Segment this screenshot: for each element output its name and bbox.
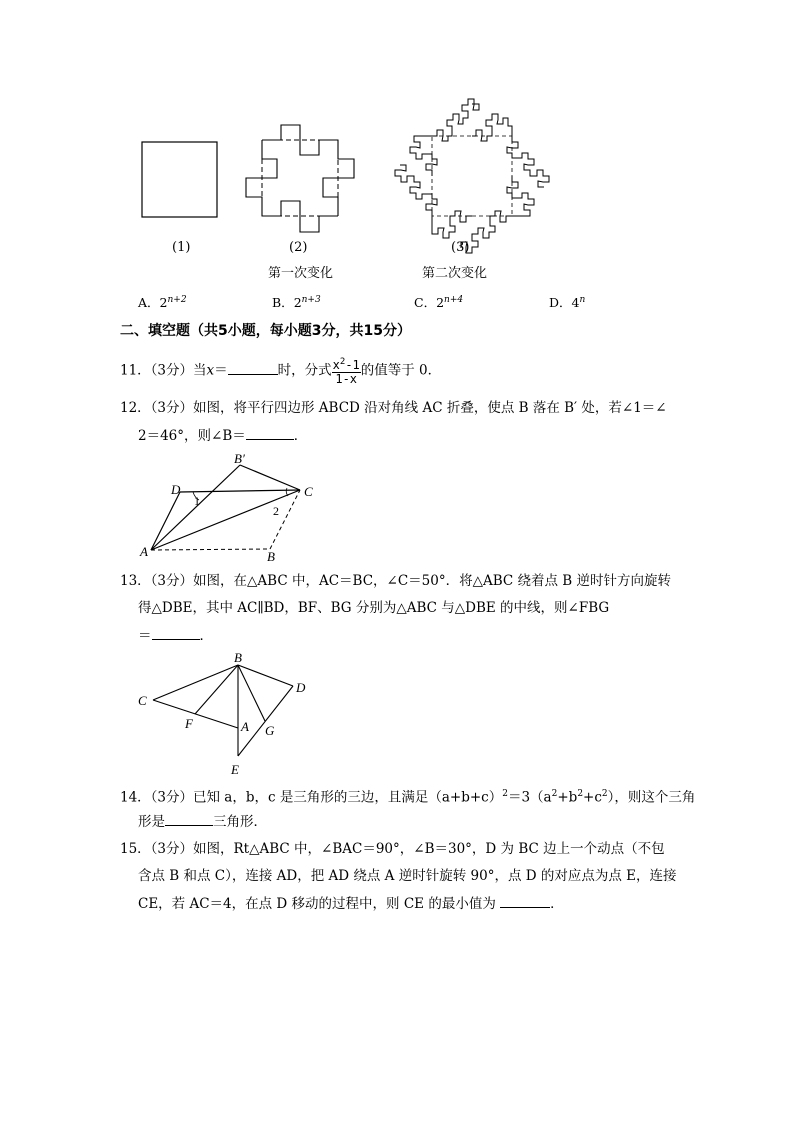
q13-label-C: C [138,693,147,708]
q12-line2: 2＝46°，则∠B＝ ． [138,425,307,446]
q13-label-G: G [265,723,275,738]
q11-fraction: $\frac{x^2-1}{1-x}$ [332,357,360,386]
q10-figure-1 [140,140,220,220]
q12-label-2: 2 [273,504,279,518]
q11-text: 11．（3分）当x＝ 时，分式 $\frac{x^2-1}{1-x}$ 的值等于 0． [120,357,442,386]
q13-label-F: F [185,716,193,731]
q10-option-b: B．$2^{n+3}$ [272,294,321,310]
q12-diagram [135,450,325,565]
q10-fig2-caption: (2) [289,240,308,255]
q13-line1: 13．（3分）如图，在△ABC 中，AC＝BC，∠C＝50°．将△ABC 绕着点 B 逆时针方向旋转 [120,573,672,589]
q15-line1: 15．（3分）如图，Rt△ABC 中，∠BAC＝90°，∠B＝30°，D 为 BC 边上一个动点（不包 [120,841,665,857]
q12-label-1: 1 [194,494,200,508]
q10-fig1-caption: (1) [172,240,191,255]
q10-figure-3 [392,96,552,256]
q15-line3: CE，若 AC＝4，在点 D 移动的过程中，则 CE 的最小值为 ． [138,893,564,914]
q11-answer-blank[interactable] [228,360,278,375]
q13-label-A: A [241,719,249,734]
q15-answer-blank[interactable] [500,893,550,908]
q13-line3: ＝ ． [138,625,213,646]
q10-fig3-caption: (3) [451,240,470,255]
q12-label-D: D [171,482,181,497]
q12-label-C: C [304,484,313,499]
q13-label-D: D [296,680,306,695]
q10-option-c: C．$2^{n+4}$ [414,294,464,310]
q12-label-B: B [267,549,275,564]
q14-line1: 14．（3分）已知 a，b，c 是三角形的三边，且满足$(a+b+c)^2=3(a^2+b^2+c^2)$，则这个三角 [120,789,696,806]
q12-label-Bp: B′ [234,451,245,466]
q10-change2-label: 第二次变化 [422,266,488,281]
q14-answer-blank[interactable] [165,811,213,826]
q13-line2: 得△DBE，其中 AC∥BD，BF、BG 分别为△ABC 与△DBE 的中线，则∠FBG [138,600,610,616]
q13-label-B: B [234,650,242,665]
q10-option-d: D．4$^n$ [549,294,586,310]
q13-label-E: E [231,762,239,777]
q12-label-A: A [140,544,148,559]
q10-figure-2 [242,120,360,238]
q12-line1: 12．（3分）如图，将平行四边形 ABCD 沿对角线 AC 折叠，使点 B 落在 B′ 处，若∠1＝∠ [120,400,667,416]
q14-line2: 形是 三角形． [138,811,267,832]
q15-line2: 含点 B 和点 C），连接 AD，把 AD 绕点 A 逆时针旋转 90°，点 D 的对应点为点 E，连接 [138,868,677,884]
q13-diagram [133,650,323,780]
q10-change1-label: 第一次变化 [268,266,334,281]
section-title: 二、填空题（共5小题，每小题3分，共15分） [120,323,411,339]
q13-answer-blank[interactable] [152,625,200,640]
q12-answer-blank[interactable] [246,425,294,440]
q10-option-a: A．$2^{n+2}$ [138,294,187,310]
